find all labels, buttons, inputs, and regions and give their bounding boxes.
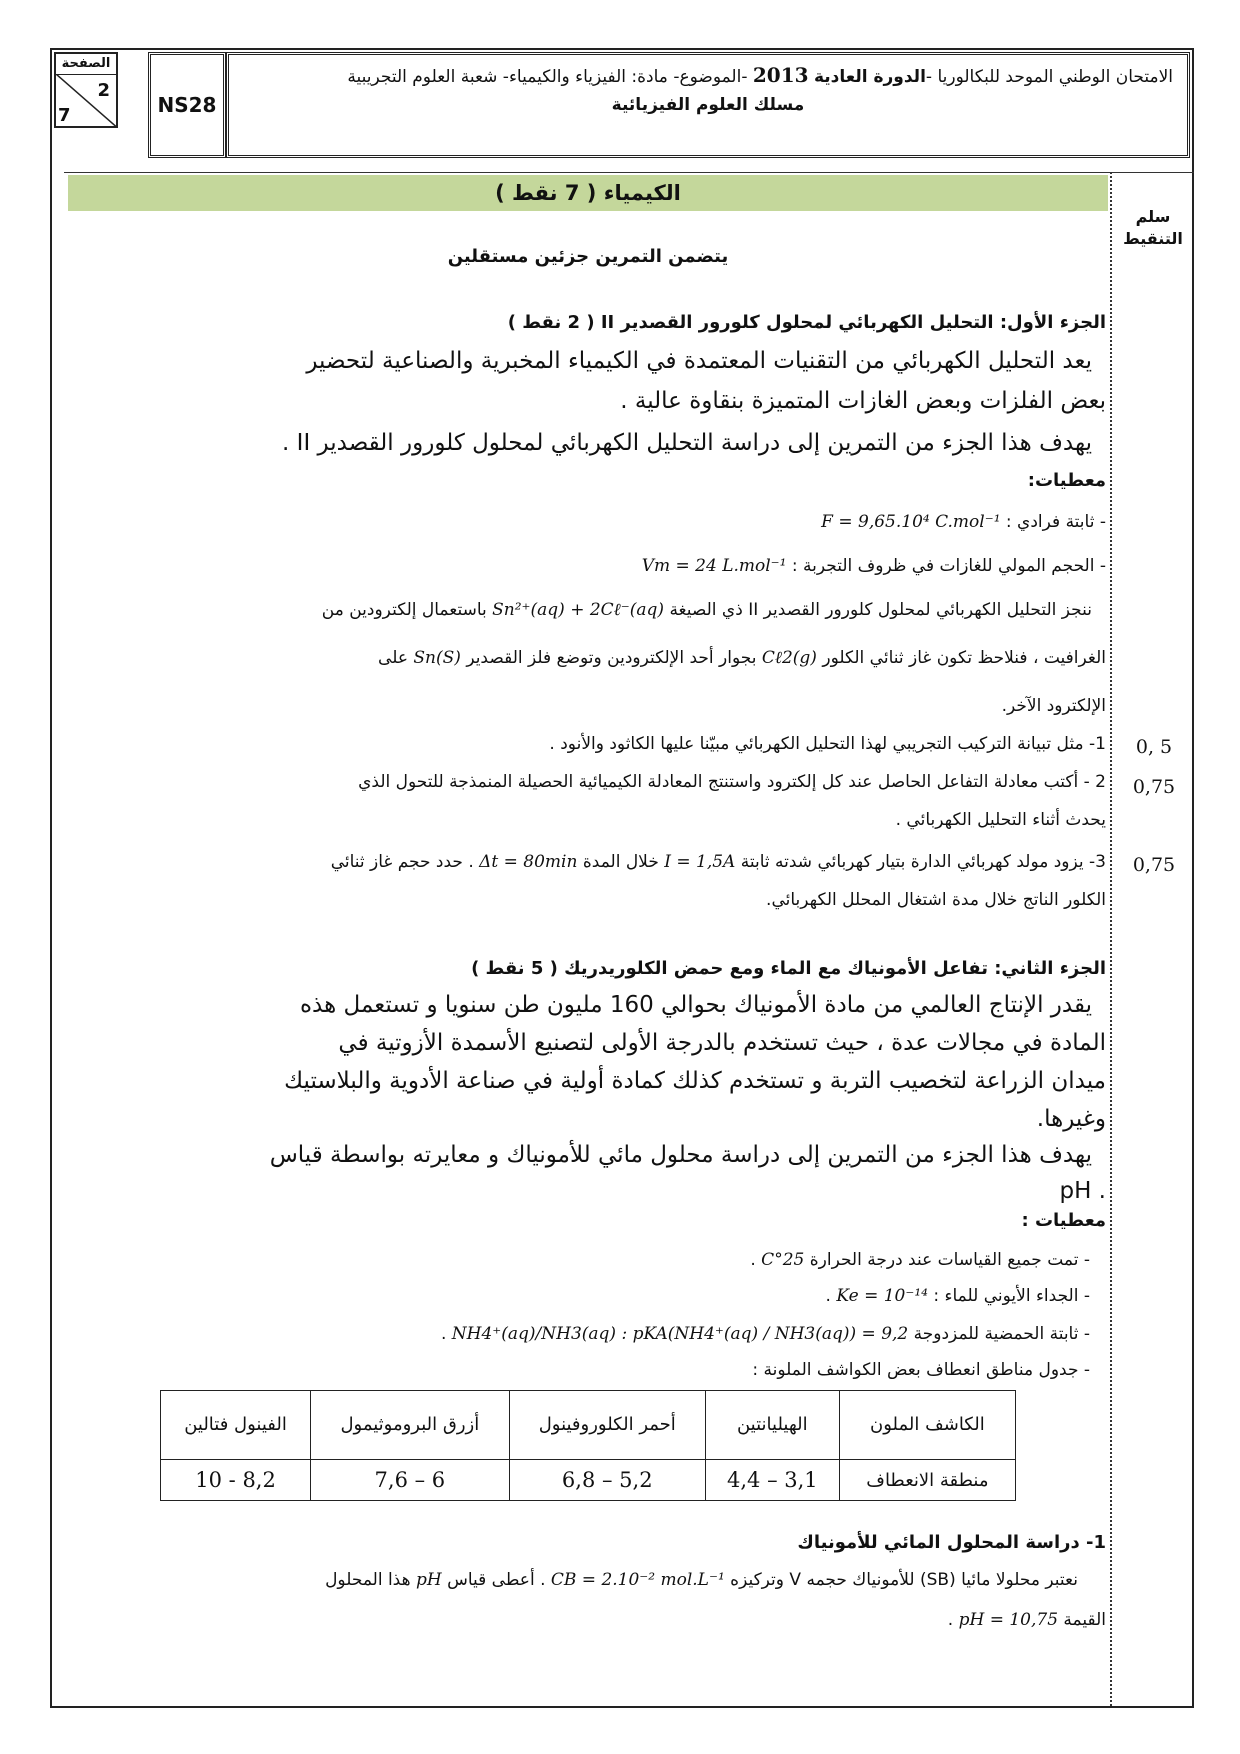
table-cell: منطقة الانعطاف [839,1460,1015,1501]
part2-data-title: معطيات : [1021,1210,1106,1231]
section-title: الكيمياء ( 7 نقط ) [68,175,1108,211]
part2-aim: يهدف هذا الجزء من التمرين إلى دراسة محلول مائي للأمونياك و معايرته بواسطة قياس [269,1142,1092,1168]
question-1-score: 0, 5 [1135,736,1173,758]
question-2-line-2: يحدث أثناء التحليل الكهربائي . [895,810,1106,830]
table-cell: 8,2 - 10 [161,1460,311,1501]
acidity-constant: - ثابتة الحمضية للمزدوجة NH4⁺(aq)/NH3(aq) : pKA(NH4⁺(aq) / NH3(aq)) = 9,2 . [440,1324,1090,1344]
temperature-data: - تمت جميع القياسات عند درجة الحرارة 25°C . [750,1250,1090,1270]
part2-paragraph-line: يقدر الإنتاج العالمي من مادة الأمونياك بحوالي 160 مليون طن سنويا و تستعمل هذه [299,992,1092,1018]
part1-paragraph-line: يعد التحليل الكهربائي من التقنيات المعتمدة في الكيمياء المخبرية والصناعية لتحضير [306,348,1092,374]
page-number: 2 [97,80,110,101]
table-cell: الهيليانتين [705,1391,839,1460]
part1-paragraph-line: بعض الفلزات وبعض الغازات المتميزة بنقاوة عالية . [620,388,1106,414]
table-cell: الفينول فتالين [161,1391,311,1460]
table-cell: أزرق البروموثيمول [311,1391,510,1460]
page-indicator [54,52,118,128]
table-cell: أحمر الكلوروفينول [509,1391,705,1460]
indicator-table-intro: - جدول مناطق انعطاف بعض الكواشف الملونة : [752,1360,1090,1380]
formula-chlorine-gas: Cℓ2(g) [761,648,817,668]
header-line-2: مسلك العلوم الفيزيائية [611,95,805,115]
table-row [161,1391,1016,1460]
header-year: 2013 [752,63,809,87]
part1-data-title: معطيات: [1027,470,1106,491]
molar-volume: - الحجم المولي للغازات في ظروف التجربة : Vm = 24 L.mol⁻¹ [641,556,1106,576]
part1-text-line: الإلكترود الآخر. [1001,696,1106,716]
exam-code: NS28 [148,52,226,158]
indicator-table [160,1390,1016,1501]
table-cell: 6 – 7,6 [311,1460,510,1501]
subsection-1-line-2: القيمة pH = 10,75 . [947,1610,1106,1630]
subsection-1-line-1: نعتبر محلولا مائيا (SB) للأمونياك حجمه V وتركيزه CB = 2.10⁻² mol.L⁻¹ . أعطى قياس pH هذا المحلول [325,1570,1078,1590]
question-3: 3- يزود مولد كهربائي الدارة بتيار كهربائي شدته ثابتة I = 1,5A خلال المدة Δt = 80min . حدد حجم غاز ثنائي [330,852,1106,872]
question-3-score: 0,75 [1132,854,1176,876]
grading-column-label: سلم التنقيط [1123,207,1183,248]
faraday-constant: - ثابتة فرادي : F = 9,65.10⁴ C.mol⁻¹ [821,512,1106,532]
water-ionic-product: - الجداء الأيوني للماء : Ke = 10⁻¹⁴ . [825,1286,1090,1306]
table-cell: الكاشف الملون [839,1391,1015,1460]
table-row [161,1460,1016,1501]
part1-text-line: ننجز التحليل الكهربائي لمحلول كلورور القصدير II ذي الصيغة Sn²⁺(aq) + 2Cℓ⁻(aq) باستعمال إلكترودين من [321,600,1092,620]
exam-header [226,52,1190,158]
question-1: 1- مثل تبيانة التركيب التجريبي لهذا التحليل الكهربائي مبيّنا عليها الكاثود والأنود . [549,734,1106,754]
part2-aim-line-2: . pH [1059,1178,1106,1204]
question-3-line-2: الكلور الناتج خلال مدة اشتغال المحلل الكهربائي. [766,890,1106,910]
grading-column-divider [1110,172,1112,1706]
formula-tin-chloride: Sn²⁺(aq) + 2Cℓ⁻(aq) [492,600,665,620]
page-label: الصفحة [56,54,116,75]
part2-paragraph-line: وغيرها. [1036,1106,1106,1132]
table-cell: 3,1 – 4,4 [705,1460,839,1501]
part1-text-line: الغرافيت ، فنلاحظ تكون غاز ثنائي الكلور Cℓ2(g) بجوار أحد الإلكترودين وتوضع فلز القصدير Sn(S) على [378,648,1106,668]
exercise-intro: يتضمن التمرين جزئين مستقلين [447,246,729,267]
header-line-1: الامتحان الوطني الموحد للبكالوريا -الدورة العادية 2013 -الموضوع- مادة: الفيزياء والكيمياء- شعبة العلوم التجريبية [347,63,1173,87]
header-rule [64,172,1194,173]
subsection-1-title: 1- دراسة المحلول المائي للأمونياك [797,1532,1106,1553]
part2-title: الجزء الثاني: تفاعل الأمونياك مع الماء ومع حمض الكلوريدريك ( 5 نقط ) [471,958,1106,979]
question-2: 2 - أكتب معادلة التفاعل الحاصل عند كل إلكترود واستنتج المعادلة الكيميائية الحصيلة المنمذجة للتحول الذي [358,772,1106,792]
part1-title: الجزء الأول: التحليل الكهربائي لمحلول كلورور القصدير II ( 2 نقط ) [507,312,1106,333]
formula-tin-metal: Sn(S) [413,648,461,668]
table-cell: 5,2 – 6,8 [509,1460,705,1501]
part2-paragraph-line: المادة في مجالات عدة ، حيث تستخدم بالدرجة الأولى لتصنيع الأسمدة الأزوتية في [338,1030,1106,1056]
page-total: 7 [58,105,71,126]
part2-paragraph-line: ميدان الزراعة لتخصيب التربة و تستخدم كذلك كمادة أولية في صناعة الأدوية والبلاستيك [284,1068,1106,1094]
question-2-score: 0,75 [1132,776,1176,798]
part1-aim: يهدف هذا الجزء من التمرين إلى دراسة التحليل الكهربائي لمحلول كلورور القصدير II . [282,430,1092,456]
